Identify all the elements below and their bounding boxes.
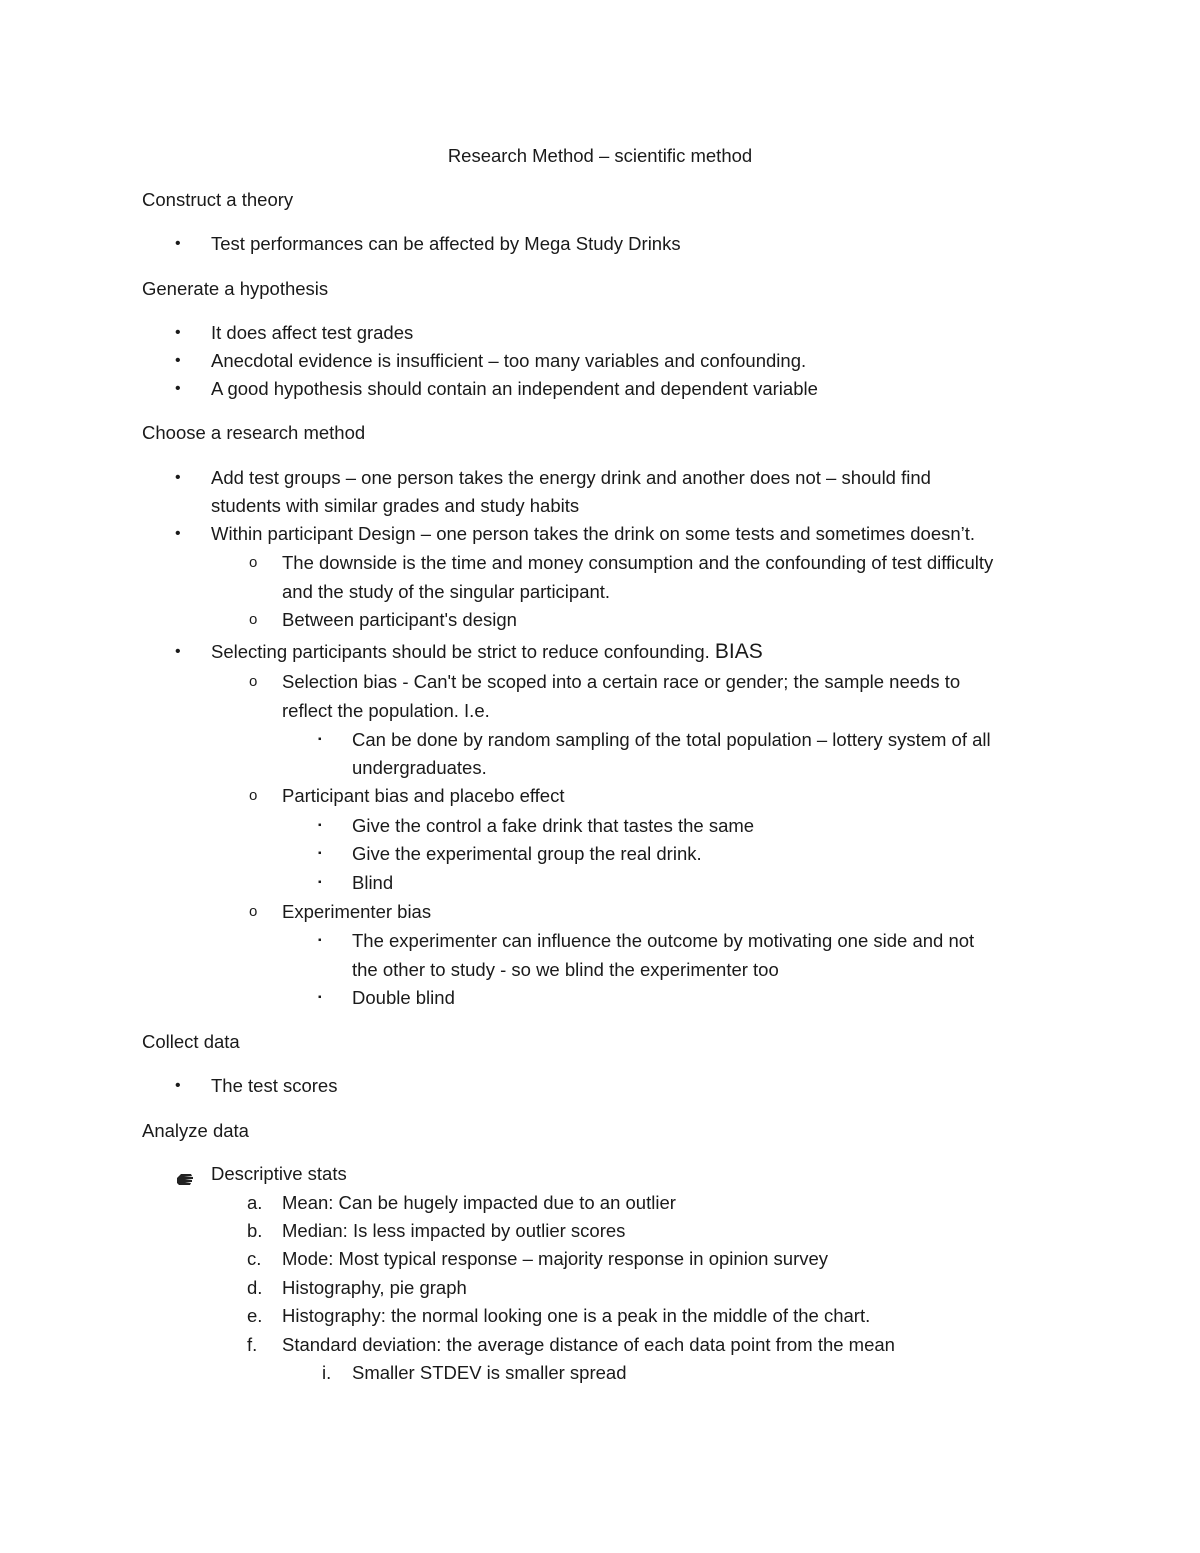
sub-list-item: Histography: the normal looking one is a peak in the middle of the chart.: [282, 1305, 871, 1326]
square-bullet-icon: ▪: [318, 848, 322, 859]
sub-sub-list-item-continuation: undergraduates.: [352, 757, 487, 778]
list-item: [211, 639, 763, 665]
sub-list-item-continuation: and the study of the singular participant.: [282, 581, 611, 602]
heading-collect: Collect data: [142, 1031, 240, 1052]
circle-bullet-icon: o: [249, 611, 258, 628]
list-marker: e.: [247, 1305, 263, 1326]
circle-bullet-icon: o: [249, 787, 258, 804]
bullet-icon: •: [175, 352, 181, 369]
list-marker: c.: [247, 1248, 262, 1269]
circle-bullet-icon: o: [249, 673, 258, 690]
square-bullet-icon: ▪: [318, 820, 322, 831]
list-marker: f.: [247, 1334, 258, 1355]
square-bullet-icon: ▪: [318, 877, 322, 888]
bullet-icon: •: [175, 643, 181, 660]
bullet-icon: •: [175, 380, 181, 397]
sub-list-item: Between participant's design: [282, 609, 517, 630]
list-marker: d.: [247, 1277, 263, 1298]
list-marker: b.: [247, 1220, 263, 1241]
list-item-text: Selecting participants should be strict to reduce confounding.: [211, 641, 710, 662]
list-item: Anecdotal evidence is insufficient – too many variables and confounding.: [211, 350, 807, 371]
sub-list-item-continuation: reflect the population. I.e.: [282, 700, 490, 721]
bullet-icon: •: [175, 235, 181, 252]
square-bullet-icon: ▪: [318, 734, 322, 745]
square-bullet-icon: ▪: [318, 992, 322, 1003]
sub-sub-list-item: Blind: [352, 872, 394, 893]
sub-sub-list-item: Give the control a fake drink that tastes the same: [352, 815, 755, 836]
list-item-continuation: students with similar grades and study habits: [211, 495, 580, 516]
list-item: Descriptive stats: [211, 1163, 347, 1184]
pointing-hand-icon: [176, 1167, 194, 1181]
sub-sub-list-item-continuation: the other to study - so we blind the experimenter too: [352, 959, 779, 980]
sub-list-item: The downside is the time and money consumption and the confounding of test difficulty: [282, 552, 994, 573]
heading-analyze: Analyze data: [142, 1120, 249, 1141]
circle-bullet-icon: o: [249, 554, 258, 571]
page-title: Research Method – scientific method: [447, 145, 753, 166]
sub-sub-list-item: Smaller STDEV is smaller spread: [352, 1362, 627, 1383]
list-marker: i.: [322, 1362, 332, 1383]
list-item: Within participant Design – one person takes the drink on some tests and sometimes doesn’t.: [211, 523, 976, 544]
list-item: Test performances can be affected by Mega Study Drinks: [211, 233, 681, 254]
sub-list-item: Mean: Can be hugely impacted due to an outlier: [282, 1192, 676, 1213]
square-bullet-icon: ▪: [318, 935, 322, 946]
sub-list-item: Selection bias - Can't be scoped into a certain race or gender; the sample needs to: [282, 671, 961, 692]
list-item: It does affect test grades: [211, 322, 414, 343]
bias-label: BIAS: [714, 640, 763, 663]
bullet-icon: •: [175, 1077, 181, 1094]
sub-list-item: Experimenter bias: [282, 901, 432, 922]
sub-sub-list-item: The experimenter can influence the outcome by motivating one side and not: [352, 930, 975, 951]
circle-bullet-icon: o: [249, 903, 258, 920]
list-item: The test scores: [211, 1075, 338, 1096]
list-item: A good hypothesis should contain an independent and dependent variable: [211, 378, 818, 399]
bullet-icon: •: [175, 469, 181, 486]
sub-list-item: Standard deviation: the average distance of each data point from the mean: [282, 1334, 895, 1355]
heading-method: Choose a research method: [142, 422, 366, 443]
sub-list-item: Mode: Most typical response – majority response in opinion survey: [282, 1248, 829, 1269]
sub-sub-list-item: Double blind: [352, 987, 455, 1008]
list-marker: a.: [247, 1192, 263, 1213]
sub-list-item: Histography, pie graph: [282, 1277, 467, 1298]
sub-list-item: Median: Is less impacted by outlier scores: [282, 1220, 626, 1241]
bullet-icon: •: [175, 525, 181, 542]
list-item: Add test groups – one person takes the energy drink and another does not – should find: [211, 467, 931, 488]
sub-list-item: Participant bias and placebo effect: [282, 785, 565, 806]
heading-hypothesis: Generate a hypothesis: [142, 278, 329, 299]
sub-sub-list-item: Can be done by random sampling of the total population – lottery system of all: [352, 729, 991, 750]
heading-construct: Construct a theory: [142, 189, 294, 210]
bullet-icon: •: [175, 324, 181, 341]
sub-sub-list-item: Give the experimental group the real drink.: [352, 843, 702, 864]
